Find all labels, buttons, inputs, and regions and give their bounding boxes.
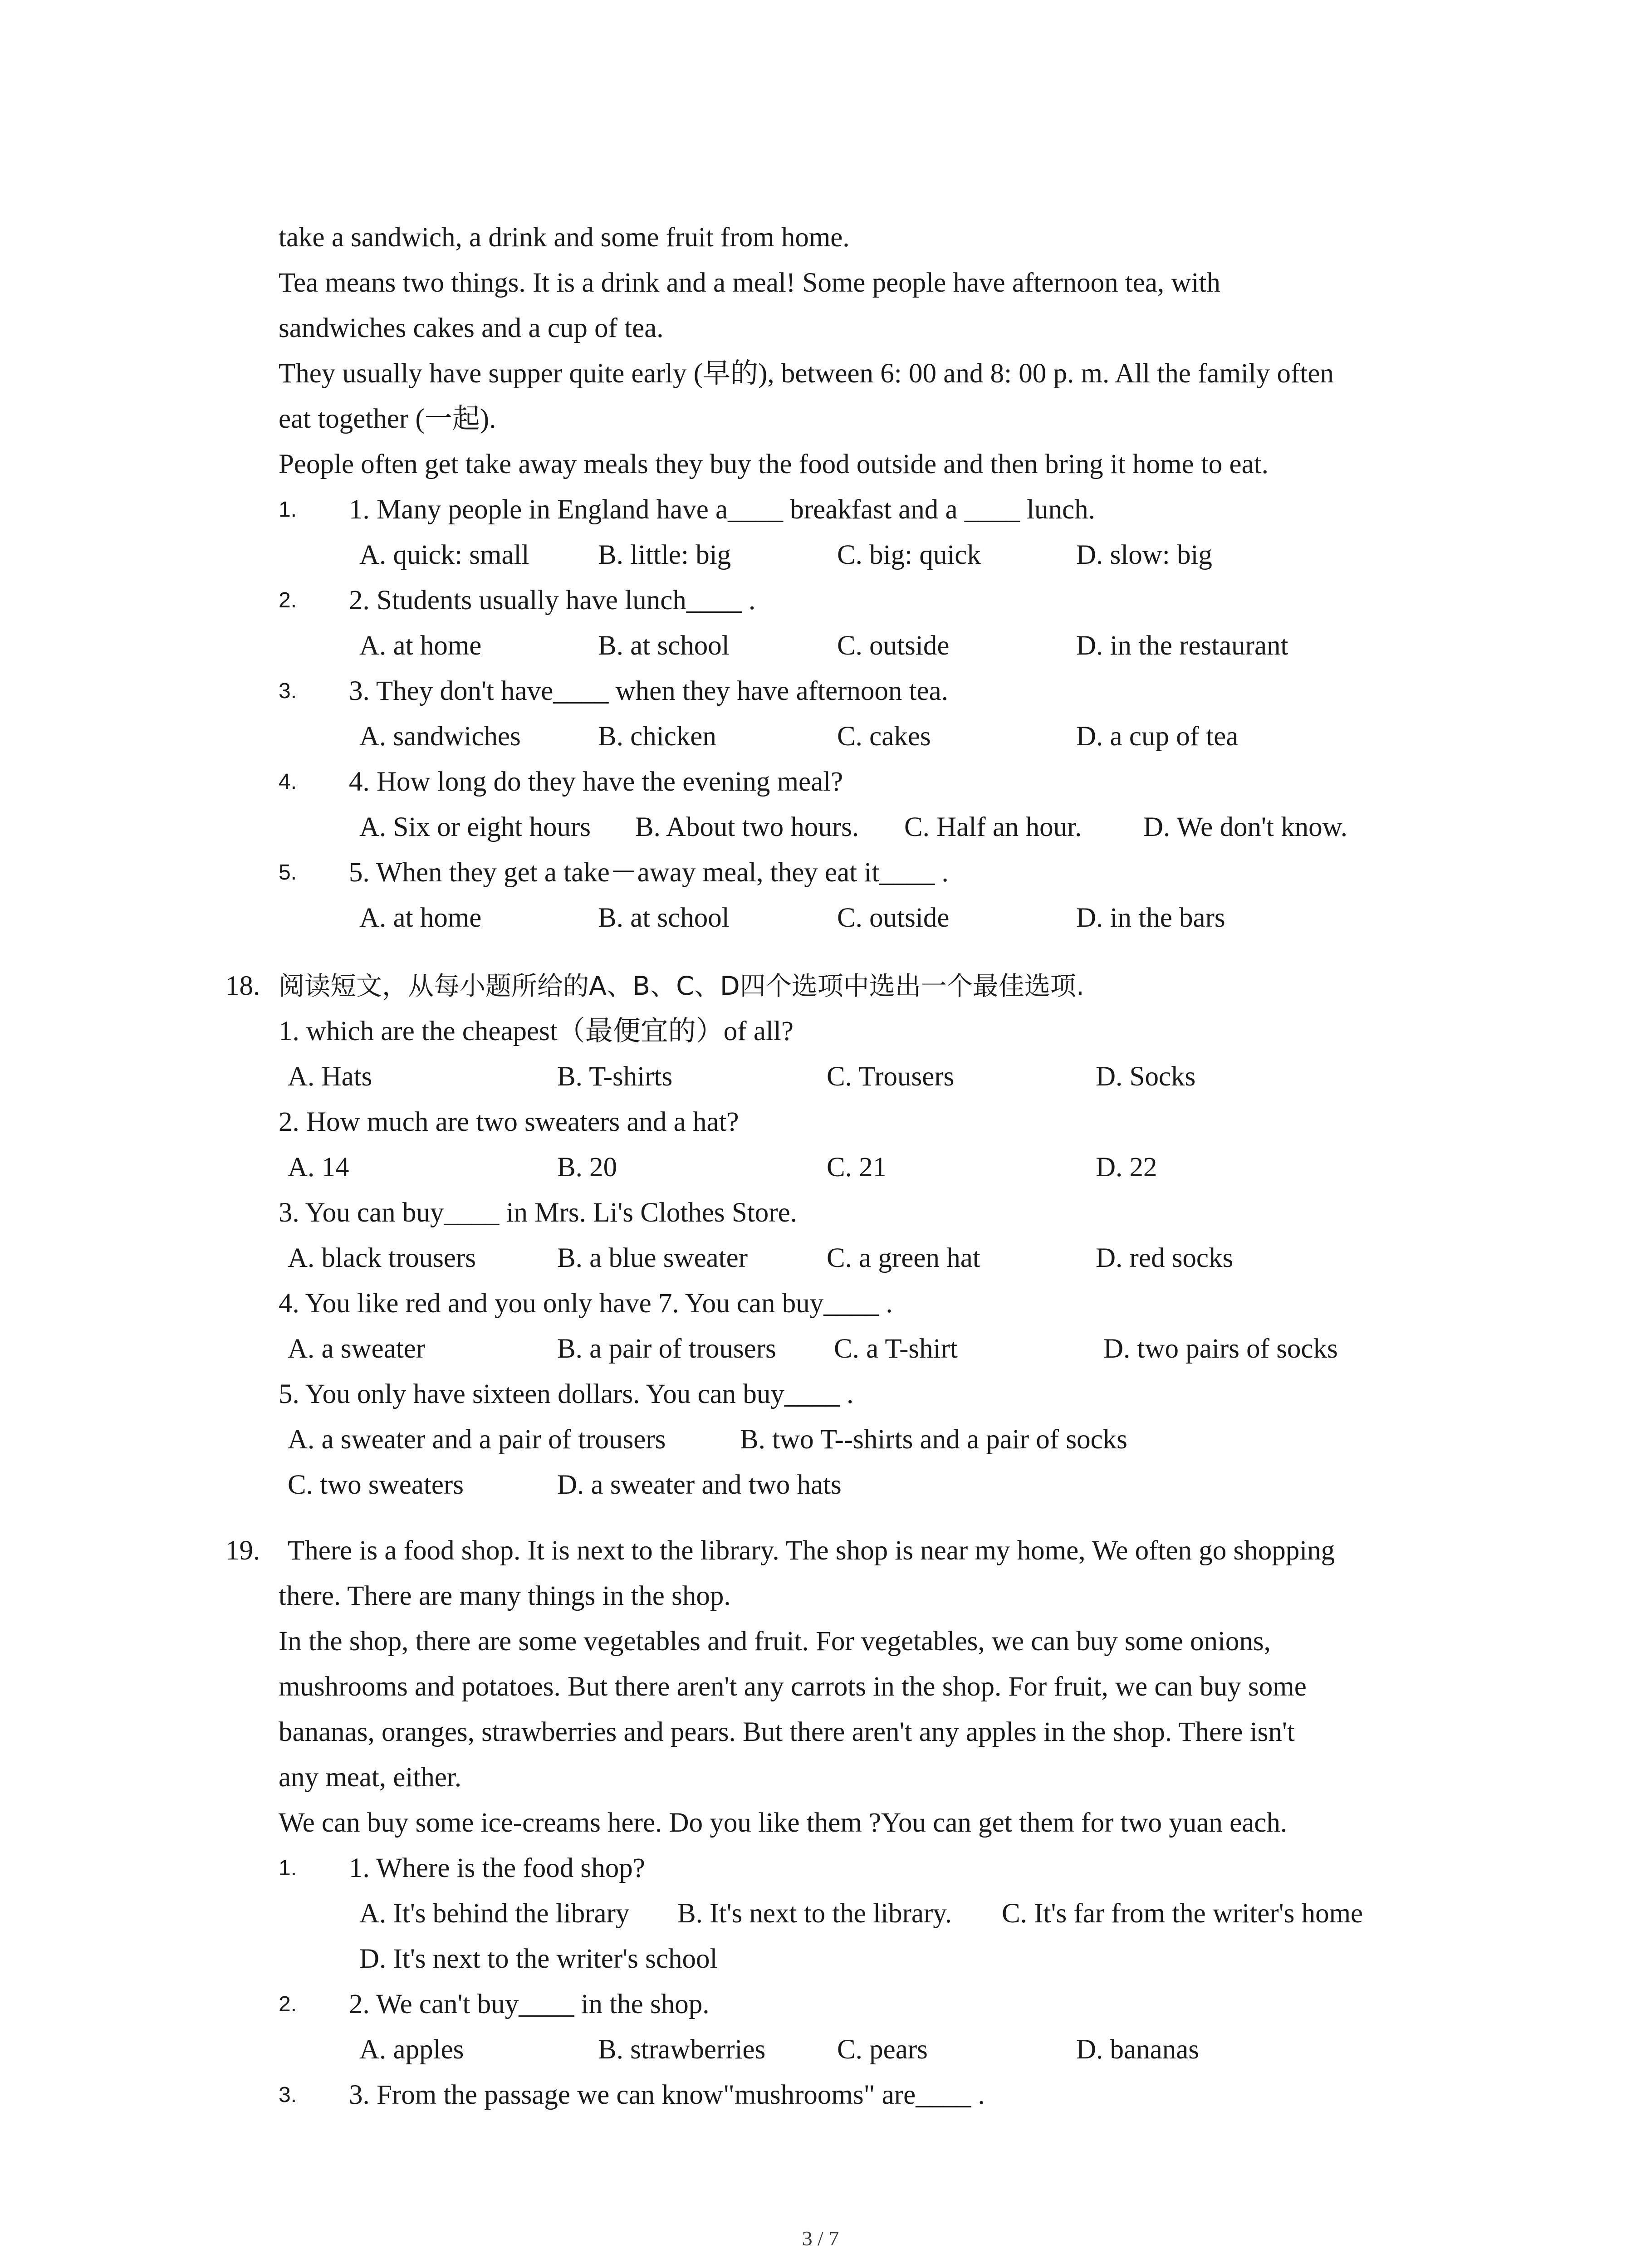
question-stem: 5. When they get a take－away meal, they eat it____ . — [349, 857, 949, 888]
option-a: A. It's behind the library — [359, 1898, 630, 1929]
passage-line: We can buy some ice-creams here. Do you like them ?You can get them for two yuan each. — [279, 1808, 1288, 1838]
option-a: A. a sweater — [288, 1334, 426, 1364]
question-stem: 5. You only have sixteen dollars. You can buy____ . — [279, 1379, 854, 1409]
option-c: C. two sweaters — [288, 1470, 464, 1500]
option-d: D. a cup of tea — [1076, 721, 1239, 752]
option-d: D. bananas — [1076, 2034, 1200, 2065]
question-stem: 3. You can buy____ in Mrs. Li's Clothes Store. — [279, 1198, 797, 1228]
option-b: B. little: big — [598, 540, 731, 570]
option-d: D. two pairs of socks — [1103, 1334, 1338, 1364]
passage-line: there. There are many things in the shop. — [279, 1581, 731, 1611]
question-number: 19. — [225, 1535, 260, 1566]
option-b: B. a blue sweater — [557, 1243, 748, 1273]
question-stem: 2. How much are two sweaters and a hat? — [279, 1107, 739, 1137]
option-d: D. We don't know. — [1143, 812, 1347, 842]
option-a: A. quick: small — [359, 540, 529, 570]
question-stem: 1. Many people in England have a____ breakfast and a ____ lunch. — [349, 494, 1095, 525]
option-c: C. cakes — [837, 721, 931, 752]
question-stem: 1. which are the cheapest（最便宜的）of all? — [279, 1016, 794, 1046]
option-d: D. red socks — [1096, 1243, 1234, 1273]
question-stem: 4. How long do they have the evening meal? — [349, 767, 843, 797]
option-a: A. 14 — [288, 1152, 349, 1183]
question-stem: 1. Where is the food shop? — [349, 1853, 645, 1883]
list-marker: 4. — [279, 770, 297, 794]
question-stem: 3. They don't have____ when they have afternoon tea. — [349, 676, 948, 706]
option-c: C. a T-shirt — [834, 1334, 958, 1364]
option-d: D. Socks — [1096, 1061, 1196, 1092]
passage-line: sandwiches cakes and a cup of tea. — [279, 313, 664, 343]
question-stem: 3. From the passage we can know"mushrooms" are____ . — [349, 2080, 985, 2110]
option-c: C. Trousers — [827, 1061, 955, 1092]
page-number: 3 / 7 — [802, 2227, 839, 2250]
option-b: B. T-shirts — [557, 1061, 673, 1092]
option-c: C. outside — [837, 903, 950, 933]
passage-line: bananas, oranges, strawberries and pears. But there aren't any apples in the shop. There isn't — [279, 1717, 1295, 1747]
list-marker: 3. — [279, 679, 297, 703]
option-c: C. 21 — [827, 1152, 887, 1183]
option-a: A. apples — [359, 2034, 464, 2065]
list-marker: 2. — [279, 1992, 297, 2016]
option-c: C. pears — [837, 2034, 928, 2065]
option-d: D. slow: big — [1076, 540, 1212, 570]
option-b: B. a pair of trousers — [557, 1334, 776, 1364]
list-marker: 1. — [279, 498, 297, 522]
list-marker: 1. — [279, 1856, 297, 1880]
question-stem: 4. You like red and you only have 7. You can buy____ . — [279, 1288, 893, 1319]
passage-line: In the shop, there are some vegetables and fruit. For vegetables, we can buy some onions, — [279, 1626, 1271, 1657]
list-marker: 5. — [279, 860, 297, 885]
question-stem: 2. Students usually have lunch____ . — [349, 585, 756, 616]
option-a: A. sandwiches — [359, 721, 521, 752]
option-b: B. two T--shirts and a pair of socks — [740, 1424, 1127, 1455]
option-a: A. at home — [359, 903, 482, 933]
option-c: C. Half an hour. — [904, 812, 1082, 842]
option-c: C. a green hat — [827, 1243, 980, 1273]
passage-line: Tea means two things. It is a drink and a meal! Some people have afternoon tea, with — [279, 268, 1220, 298]
passage-line: take a sandwich, a drink and some fruit from home. — [279, 222, 850, 253]
option-b: B. at school — [598, 631, 730, 661]
option-a: A. at home — [359, 631, 482, 661]
option-b: B. 20 — [557, 1152, 617, 1183]
question-number: 18. — [225, 971, 260, 1001]
option-c: C. It's far from the writer's home — [1002, 1898, 1363, 1929]
option-d: D. It's next to the writer's school — [359, 1944, 718, 1974]
passage-line: eat together (一起). — [279, 404, 496, 434]
option-d: D. in the bars — [1076, 903, 1225, 933]
option-b: B. strawberries — [598, 2034, 766, 2065]
option-b: B. at school — [598, 903, 730, 933]
question-instruction: 阅读短文，从每小题所给的A、B、C、D四个选项中选出一个最佳选项. — [279, 971, 1084, 1001]
passage-line: People often get take away meals they buy the food outside and then bring it home to eat. — [279, 449, 1269, 479]
list-marker: 3. — [279, 2083, 297, 2107]
option-d: D. in the restaurant — [1076, 631, 1288, 661]
option-a: A. black trousers — [288, 1243, 476, 1273]
question-stem: 2. We can't buy____ in the shop. — [349, 1989, 710, 2019]
passage-line: any meat, either. — [279, 1762, 462, 1793]
option-b: B. chicken — [598, 721, 716, 752]
list-marker: 2. — [279, 588, 297, 612]
option-b: B. About two hours. — [635, 812, 859, 842]
option-a: A. Hats — [288, 1061, 372, 1092]
passage-line: There is a food shop. It is next to the library. The shop is near my home, We often go shopping — [288, 1535, 1335, 1566]
option-a: A. Six or eight hours — [359, 812, 591, 842]
option-d: D. a sweater and two hats — [557, 1470, 842, 1500]
passage-line: They usually have supper quite early (早的), between 6: 00 and 8: 00 p. m. All the family often — [279, 358, 1334, 389]
passage-line: mushrooms and potatoes. But there aren't any carrots in the shop. For fruit, we can buy some — [279, 1672, 1307, 1702]
option-b: B. It's next to the library. — [677, 1898, 952, 1929]
option-a: A. a sweater and a pair of trousers — [288, 1424, 666, 1455]
option-d: D. 22 — [1096, 1152, 1157, 1183]
option-c: C. big: quick — [837, 540, 981, 570]
option-c: C. outside — [837, 631, 950, 661]
